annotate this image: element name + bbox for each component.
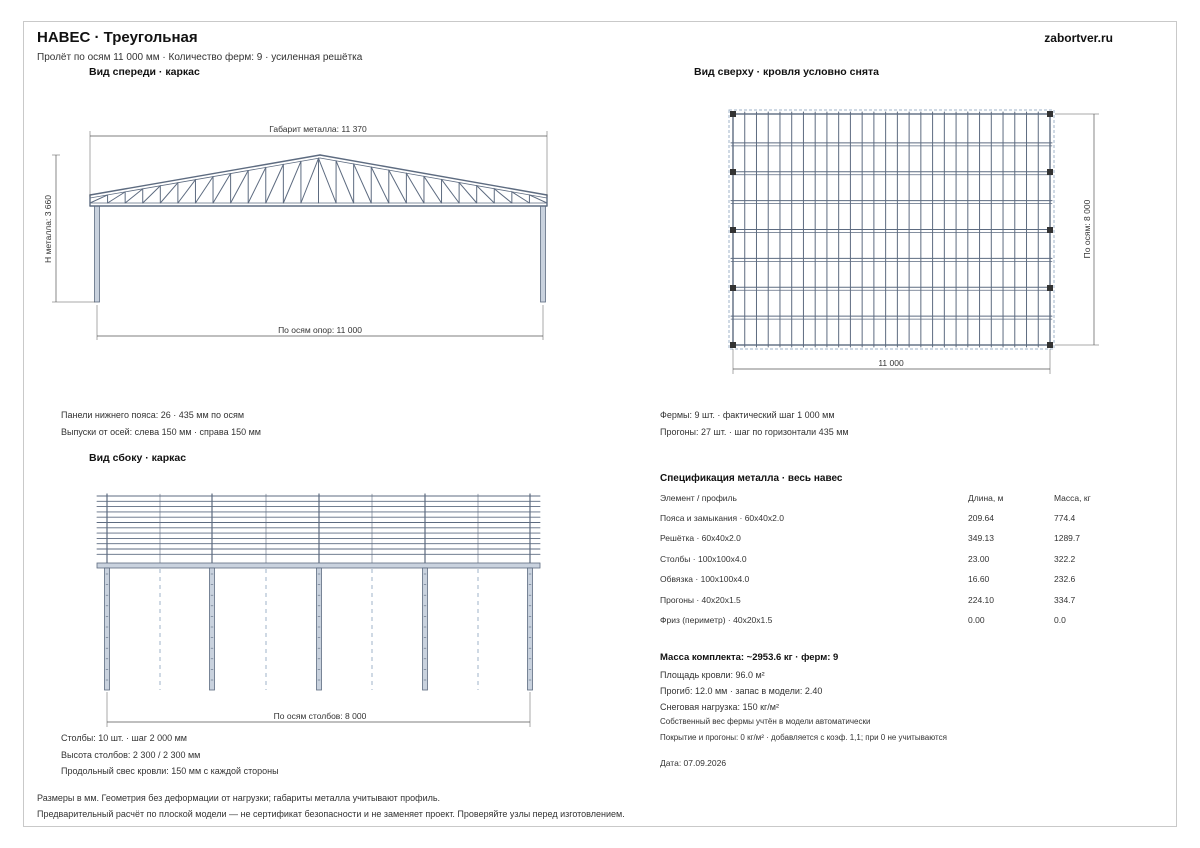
front-note-1: Панели нижнего пояса: 26 · 435 мм по осям [61, 410, 245, 420]
footer-note-2: Предварительный расчёт по плоской модели — не сертификат безопасности и не заменяет проект. Проверяйте узлы перед изготовлением. [37, 809, 625, 819]
post-node [1047, 285, 1053, 291]
spec-row-mass: 774.4 [1054, 513, 1076, 523]
post-node [730, 169, 736, 175]
side-note-2: Высота столбов: 2 300 / 2 300 мм [61, 750, 201, 760]
spec-row-length: 23.00 [968, 554, 990, 564]
post-node [730, 285, 736, 291]
spec-detail-deflection: Прогиб: 12.0 мм · запас в модели: 2.40 [660, 686, 823, 696]
truss-diagonal [195, 177, 213, 203]
spec-row-element: Прогоны · 40x20x1.5 [660, 595, 741, 605]
spec-row-element: Столбы · 100x100x4.0 [660, 554, 747, 564]
front-axis-span-label: По осям опор: 11 000 [278, 325, 362, 335]
truss-diagonal [178, 180, 196, 203]
spec-detail-snow: Снеговая нагрузка: 150 кг/м² [660, 702, 779, 712]
truss-diagonal [160, 183, 178, 203]
truss-diagonal [283, 161, 301, 203]
spec-row-mass: 232.6 [1054, 574, 1076, 584]
page-subtitle: Пролёт по осям 11 000 мм · Количество ферм: 9 · усиленная решётка [37, 52, 363, 63]
front-note-2: Выпуски от осей: слева 150 мм · справа 150 мм [61, 427, 261, 437]
truss-diagonal [266, 164, 284, 203]
post-node [1047, 342, 1053, 348]
spec-detail-area: Площадь кровли: 96.0 м² [660, 670, 765, 680]
side-view-drawing [97, 494, 540, 690]
truss-diagonal [406, 173, 424, 203]
post-node [730, 227, 736, 233]
post-node [730, 111, 736, 117]
spec-row-length: 349.13 [968, 533, 994, 543]
spec-row-mass: 0.0 [1054, 615, 1066, 625]
spec-row-element: Пояса и замыкания · 60x40x2.0 [660, 513, 784, 523]
top-note-2: Прогоны: 27 шт. · шаг по горизонтали 435 мм [660, 427, 849, 437]
spec-row-element: Решётка · 60x40x2.0 [660, 533, 741, 543]
spec-row-element: Фриз (периметр) · 40x20x1.5 [660, 615, 773, 625]
post-node [1047, 227, 1053, 233]
page-title: НАВЕС · Треугольная [37, 29, 198, 46]
side-post [528, 568, 533, 690]
top-note-1: Фермы: 9 шт. · фактический шаг 1 000 мм [660, 410, 835, 420]
front-post-right [541, 206, 546, 302]
side-post [105, 568, 110, 690]
side-note-3: Продольный свес кровли: 150 мм с каждой стороны [61, 766, 279, 776]
front-axis-dimension [97, 305, 543, 340]
front-height-label: Н металла: 3 660 [43, 195, 53, 263]
front-post-left [95, 206, 100, 302]
truss-diagonal [442, 179, 460, 203]
side-eave-beam [97, 563, 540, 568]
spec-date: Дата: 07.09.2026 [660, 758, 727, 768]
spec-row-mass: 322.2 [1054, 554, 1076, 564]
truss-diagonal [301, 158, 319, 203]
truss-diagonal [125, 189, 143, 203]
spec-detail-selfweight: Собственный вес фермы учтён в модели автоматически [660, 717, 871, 726]
truss-diagonal [494, 189, 512, 203]
truss-diagonal [459, 183, 477, 203]
top-depth-dimension [1055, 114, 1099, 345]
spec-header-mass: Масса, кг [1054, 493, 1091, 503]
truss-diagonal [424, 176, 442, 203]
top-view-drawing [729, 110, 1054, 349]
side-axis-dimension [107, 692, 530, 727]
spec-detail-cover: Покрытие и прогоны: 0 кг/м² · добавляется с коэф. 1,1; при 0 не учитываются [660, 733, 947, 742]
spec-row-length: 224.10 [968, 595, 994, 605]
truss-diagonal [213, 174, 231, 203]
top-width-label: 11 000 [878, 358, 904, 368]
truss-diagonal [231, 170, 249, 203]
front-overall-width-label: Габарит металла: 11 370 [269, 124, 367, 134]
truss-diagonal [371, 167, 389, 203]
top-width-dimension [733, 349, 1050, 374]
side-post [210, 568, 215, 690]
spec-row-mass: 334.7 [1054, 595, 1076, 605]
side-note-1: Столбы: 10 шт. · шаг 2 000 мм [61, 733, 187, 743]
brand-link[interactable]: zabortver.ru [1044, 31, 1113, 45]
top-view-title: Вид сверху · кровля условно снята [694, 66, 879, 78]
truss-diagonal [389, 170, 407, 203]
spec-row-length: 209.64 [968, 513, 994, 523]
spec-row-mass: 1289.7 [1054, 533, 1080, 543]
truss-diagonal [336, 161, 354, 203]
spec-title: Спецификация металла · весь навес [660, 473, 843, 484]
footer-note-1: Размеры в мм. Геометрия без деформации от нагрузки; габариты металла учитывают профиль. [37, 793, 441, 803]
spec-row-length: 16.60 [968, 574, 990, 584]
spec-total: Масса комплекта: ~2953.6 кг · ферм: 9 [660, 652, 839, 663]
top-depth-label: По осям: 8 000 [1082, 199, 1092, 259]
spec-row-element: Обвязка · 100x100x4.0 [660, 574, 750, 584]
side-post [317, 568, 322, 690]
spec-header-length: Длина, м [968, 493, 1004, 503]
spec-row-length: 0.00 [968, 615, 985, 625]
front-height-dimension [43, 155, 320, 302]
side-view-title: Вид сбоку · каркас [89, 452, 187, 464]
side-post [423, 568, 428, 690]
truss-diagonal [354, 164, 372, 203]
side-axis-label: По осям столбов: 8 000 [273, 711, 367, 721]
front-view-drawing [90, 155, 547, 302]
truss-diagonal [248, 167, 266, 203]
spec-header-element: Элемент / профиль [660, 493, 737, 503]
post-node [730, 342, 736, 348]
post-node [1047, 169, 1053, 175]
truss-diagonal [319, 158, 337, 203]
post-node [1047, 111, 1053, 117]
front-view-title: Вид спереди · каркас [89, 66, 200, 78]
